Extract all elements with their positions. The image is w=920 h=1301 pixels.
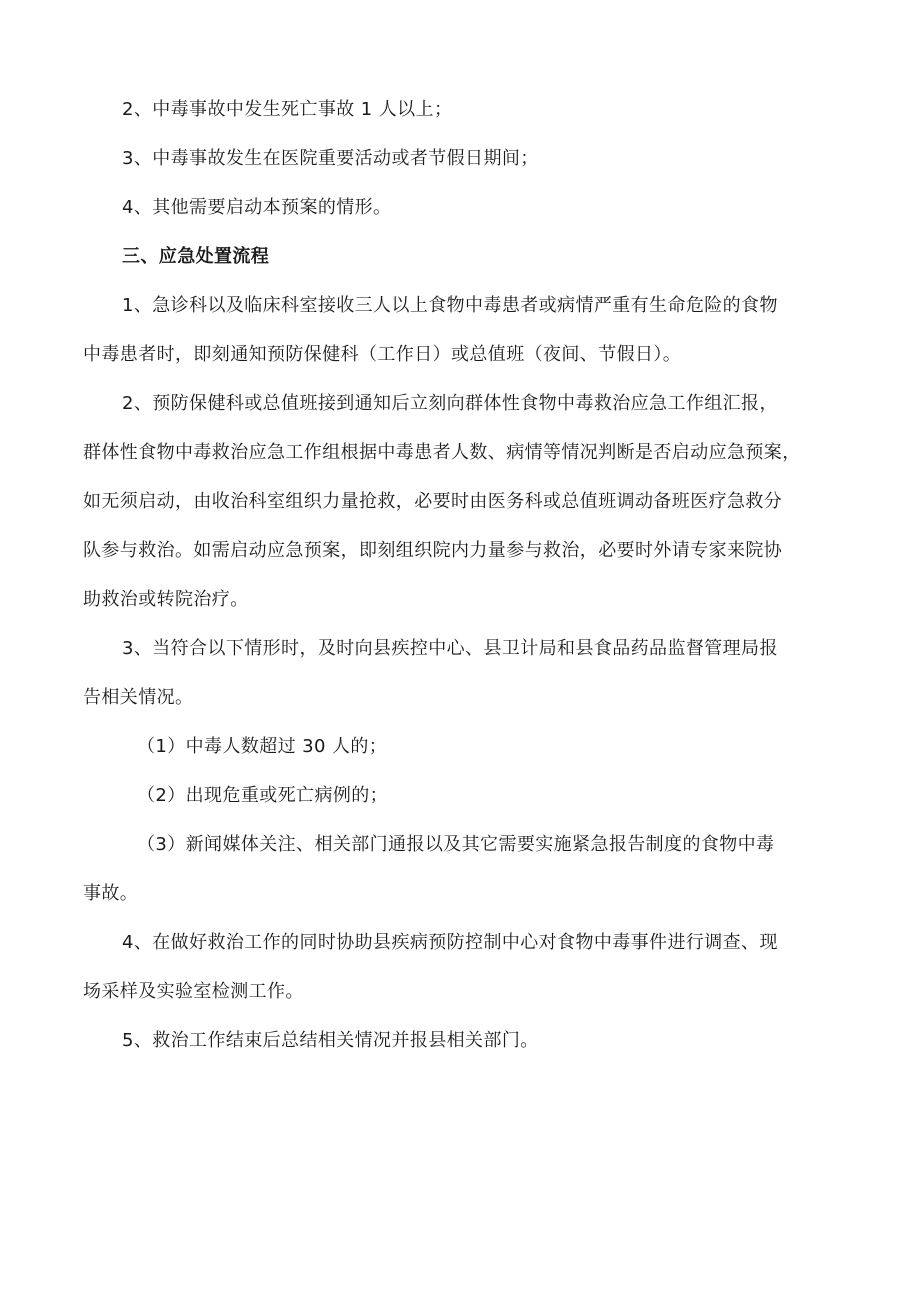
paragraph-2-line-1: 2、预防保健科或总值班接到通知后立刻向群体性食物中毒救治应急工作组汇报， xyxy=(122,393,778,414)
item-other-situations: 4、其他需要启动本预案的情形。 xyxy=(122,197,392,218)
paragraph-4-line-1: 4、在做好救治工作的同时协助县疾病预防控制中心对食物中毒事件进行调查、现 xyxy=(122,932,778,953)
paragraph-1-line-1: 1、急诊科以及临床科室接收三人以上食物中毒患者或病情严重有生命危险的食物 xyxy=(122,295,778,316)
paragraph-3-line-1: 3、当符合以下情形时，及时向县疾控中心、县卫计局和县食品药品监督管理局报 xyxy=(122,638,778,659)
paragraph-4-line-2: 场采样及实验室检测工作。 xyxy=(83,981,304,1002)
item-death-accident: 2、中毒事故中发生死亡事故 1 人以上； xyxy=(122,99,453,120)
section-heading-emergency-procedure: 三、应急处置流程 xyxy=(122,246,270,267)
paragraph-1-line-2: 中毒患者时，即刻通知预防保健科（工作日）或总值班（夜间、节假日）。 xyxy=(83,344,682,365)
paragraph-2-line-3: 如无须启动，由收治科室组织力量抢救，必要时由医务科或总值班调动备班医疗急救分 xyxy=(83,491,783,512)
paragraph-3-line-2: 告相关情况。 xyxy=(83,687,194,708)
paragraph-2-line-2: 群体性食物中毒救治应急工作组根据中毒患者人数、病情等情况判断是否启动应急预案， xyxy=(83,442,801,463)
sub-item-2: （2）出现危重或死亡病例的； xyxy=(137,785,389,806)
sub-item-1: （1）中毒人数超过 30 人的； xyxy=(137,736,388,757)
sub-item-3-line-2: 事故。 xyxy=(83,883,139,904)
item-holiday-period: 3、中毒事故发生在医院重要活动或者节假日期间； xyxy=(122,148,539,169)
paragraph-5: 5、救治工作结束后总结相关情况并报县相关部门。 xyxy=(122,1030,539,1051)
paragraph-2-line-4: 队参与救治。如需启动应急预案，即刻组织院内力量参与救治，必要时外请专家来院协 xyxy=(83,540,783,561)
sub-item-3-line-1: （3）新闻媒体关注、相关部门通报以及其它需要实施紧急报告制度的食物中毒 xyxy=(137,834,775,855)
paragraph-2-line-5: 助救治或转院治疗。 xyxy=(83,589,249,610)
